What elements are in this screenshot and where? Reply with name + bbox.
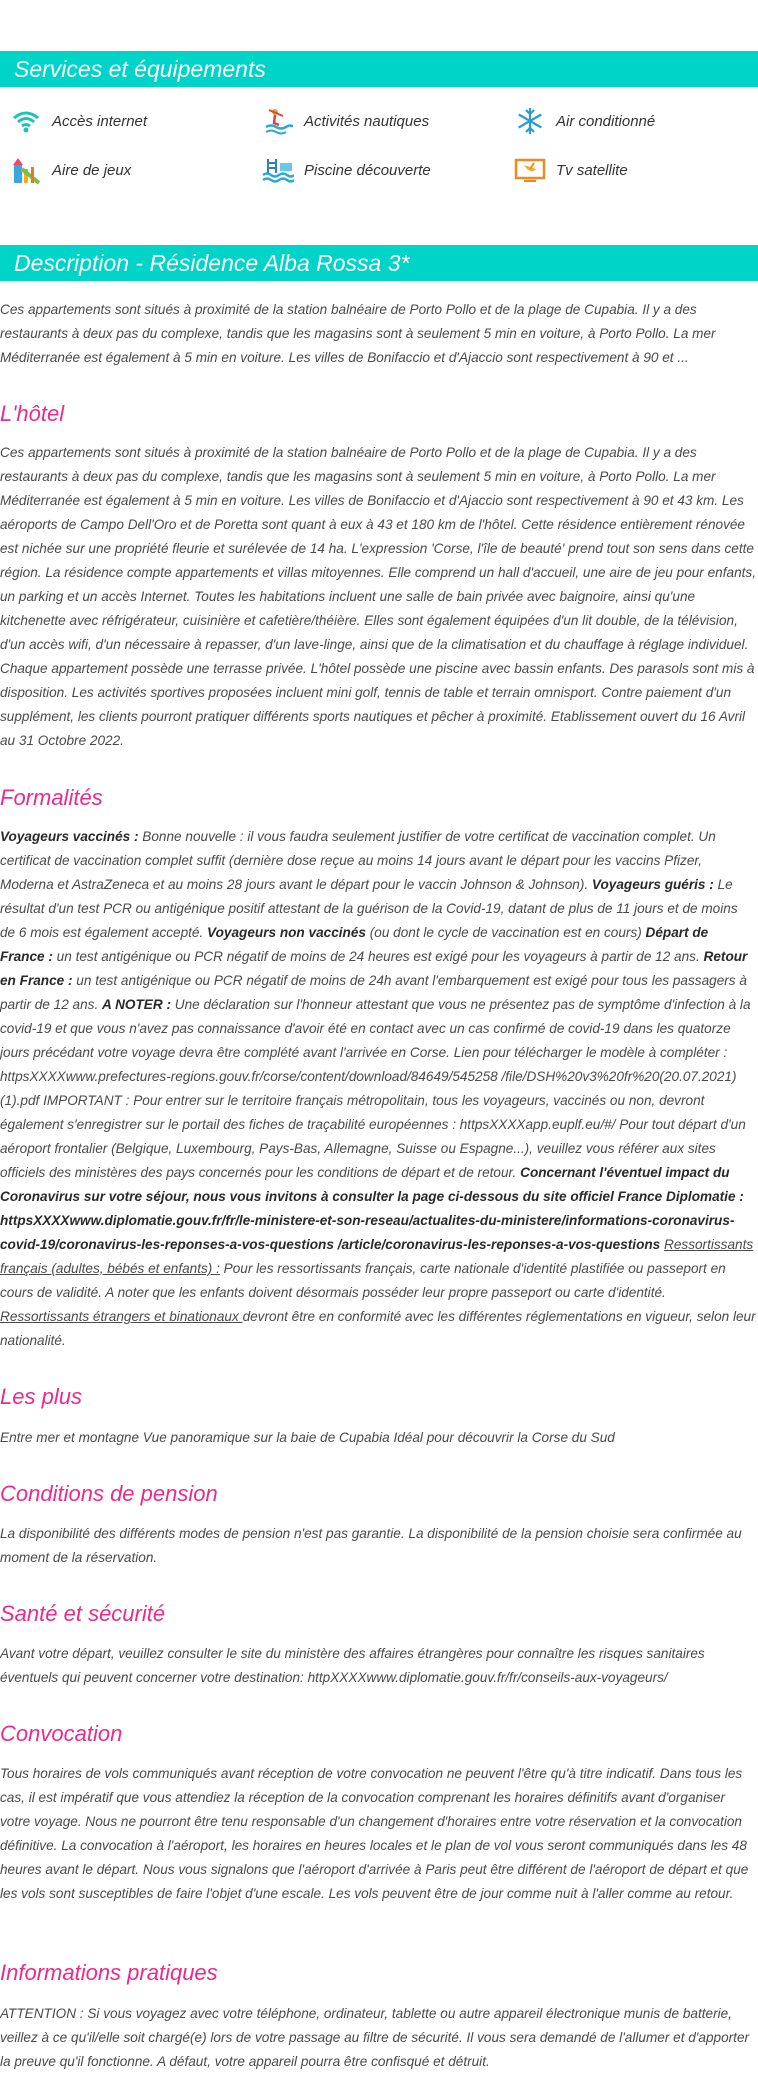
service-ac <box>514 106 655 136</box>
depart-text: un test antigénique ou PCR négatif de moins de 24 heures est exigé pour les voyageurs à partir de 12 ans. <box>52 949 704 964</box>
service-label: Activités nautiques <box>304 112 430 130</box>
retour-text: un test antigénique ou PCR négatif de moins de 24h avant l'embarquement est exigé pour tous les passagers à partir de 12 ans. <box>0 973 747 1012</box>
sante-text: Avant votre départ, veuillez consulter le site du ministère des affaires étrangères pour connaître les risques sanitaires éventuels qui peuvent concerner votre destination: httpXXXXwww.diplomatie.gouv.fr/fr/conseils-aux-voyageurs/ <box>0 1646 705 1685</box>
service-tv <box>514 155 628 185</box>
pension-text: La disponibilité des différents modes de pension n'est pas garantie. La disponibilité de la pension choisie sera confirmée au moment de la réservation. <box>0 1526 742 1565</box>
pension-heading: Conditions de pension <box>0 1481 218 1506</box>
infos-text: ATTENTION : Si vous voyagez avec votre téléphone, ordinateur, tablette ou autre appareil électronique munis de batterie, veillez à ce qu'il/elle soit chargé(e) lors de votre passage au filtre de sécurité. Il vous sera demandé de l'allumer et d'apporter la preuve qu'il fonctionne. A défaut, votre appareil pourra être confisqué et détruit. <box>0 2006 750 2069</box>
ressortissants-francais-link[interactable]: Ressortissants français (adultes, bébés et enfants) : <box>0 1237 754 1276</box>
plus-text: Entre mer et montagne Vue panoramique sur la baie de Cupabia Idéal pour découvrir la Corse du Sud <box>0 1430 615 1445</box>
service-label: Aire de jeux <box>52 161 132 179</box>
non-vaccines-label: Voyageurs non vaccinés <box>207 925 366 940</box>
vaccines-label: Voyageurs vaccinés : <box>0 829 139 844</box>
service-label: Piscine découverte <box>304 161 431 179</box>
service-label: Accès internet <box>52 112 148 130</box>
ressortissants-etrangers-link[interactable]: Ressortissants étrangers et binationaux <box>0 1309 243 1324</box>
service-playground <box>10 155 131 185</box>
description-text: Ces appartements sont situés à proximité de la station balnéaire de Porto Pollo et de la plage de Cupabia. Il y a des restaurants à deux pas du complexe, tandis que les magasins sont à seulement 5 min en voiture, à Porto Pollo. La mer Méditerranée est également à 5 min en voiture. Les villes de Bonifaccio et d'Ajaccio sont respectivement à 90 et ... <box>0 302 716 365</box>
hotel-heading: L'hôtel <box>0 401 65 426</box>
services-title: Services et équipements <box>0 51 758 87</box>
sante-heading: Santé et sécurité <box>0 1601 166 1626</box>
plus-heading: Les plus <box>0 1384 82 1409</box>
hotel-text: Ces appartements sont situés à proximité de la station balnéaire de Porto Pollo et de la plage de Cupabia. Il y a des restaurants à deux pas du complexe, tandis que les magasins sont à seulement 5 min en voiture, à Porto Pollo. La mer Méditerranée est également à 5 min en voiture. Les villes de Bonifaccio et d'Ajaccio sont respectivement à 90 et 43 km. Les aéroports de Campo Dell'Oro et de Poretta sont quant à eux à 43 et 180 km de l'hôtel. Cette résidence entièrement rénovée est nichée sur une propriété fleurie et surélevée de 14 ha. L'expression 'Corse, l'île de beauté' prend tout son sens dans cette région. La résidence compte appartements et villas mitoyennes. Elle comprend un hall d'accueil, une aire de jeu pour enfants, un parking et un accès Internet. Toutes les habitations incluent une salle de bain privée avec baignoire, ainsi qu'une kitchenette avec réfrigérateur, cuisinière et cafetière/théière. Elles sont également équipées d'un lit double, de la télévision, d'un accès wifi, d'un nécessaire à repasser, d'un lave-linge, ainsi que de la climatisation et du chauffage à réglage individuel. Chaque appartement possède une terrasse privée. L'hôtel possède une piscine avec bassin enfants. Des parasols sont mis à disposition. Les activités sportives proposées incluent mini golf, tennis de table et terrain omnisport. Contre paiement d'un supplément, les clients pourront pratiquer différents sports nautiques et pêcher à proximité. Etablissement ouvert du 16 Avril au 31 Octobre 2022. <box>0 445 756 748</box>
infos-heading: Informations pratiques <box>0 1960 218 1985</box>
note-text: Une déclaration sur l'honneur attestant que vous ne présentez pas de symptôme d'infection à la covid-19 et que vous n'avez pas connaissance d'avoir été en contact avec un cas confirmé de covid-19 dans les quatorze jours précédant votre voyage devra être complété avant l'arrivée en Corse. Lien pour télécharger le modèle à compléter : httpsXXXXwww.prefectures-regions.gouv.fr/corse/content/download/84649/545258 /file/DSH%20v3%20fr%20(20.07.2021)(1).pdf IMPORTANT : Pour entrer sur le territoire français métropolitain, tous les voyageurs, vaccinés ou non, devront également s'enregistrer sur le portail des fiches de traçabilité européennes : httpsXXXXapp.euplf.eu/#/ Pour tout départ d'un aéroport frontalier (Belgique, Luxembourg, Pays-Bas, Allemagne, Suisse ou Espagne...), veuillez vous référer aux sites officiels des ministères des pays concernés pour les conditions de départ et de retour. <box>0 997 751 1180</box>
gueris-text: Le résultat d'un test PCR ou antigénique positif attestant de la guérison de la Covid-19, datant de plus de 11 jours et de moins de 6 mois est également accepté. <box>0 877 738 940</box>
note-label: A NOTER : <box>102 997 171 1012</box>
covid-notice: Concernant l'éventuel impact du Coronavirus sur votre séjour, nous vous invitons à consulter la page ci-dessous du site officiel France Diplomatie : httpsXXXXwww.diplomatie.gouv.fr/fr/le-ministere-et-son-reseau/actualites-du-ministere/informations-coronavirus-covid-19/coronavirus-les-reponses-a-vos-questions /article/coronavirus-les-reponses-a-vos-questions <box>0 1165 744 1252</box>
non-vaccines-text: (ou dont le cycle de vaccination est en cours) <box>365 925 646 940</box>
satellite-tv-icon <box>514 155 546 185</box>
service-internet <box>10 106 147 136</box>
service-pool <box>262 155 431 185</box>
service-nautical <box>262 106 429 136</box>
ressortissants-etrangers-text: devront être en conformité avec les différentes réglementations en vigueur, selon leur nationalité. <box>0 1309 756 1348</box>
water-sports-icon <box>262 106 294 136</box>
description-title: Description - Résidence Alba Rossa 3* <box>0 245 758 281</box>
vaccines-text: Bonne nouvelle : il vous faudra seulement justifier de votre certificat de vaccination complet. Un certificat de vaccination complet suffit (dernière dose reçue au moins 14 jours avant le départ pour les vaccins Pfizer, Moderna et AstraZeneca et au moins 28 jours avant le départ pour le vaccin Johnson & Johnson). <box>0 829 716 892</box>
depart-label: Départ de France : <box>0 925 709 964</box>
playground-icon <box>10 155 42 185</box>
ressortissants-francais-text: Pour les ressortissants français, carte nationale d'identité plastifiée ou passeport en cours de validité. A noter que les enfants doivent désormais posséder leur propre passeport ou carte d'identité. <box>0 1261 726 1300</box>
retour-label: Retour en France : <box>0 949 748 988</box>
convocation-heading: Convocation <box>0 1721 123 1746</box>
wifi-icon <box>10 106 42 136</box>
service-label: Air conditionné <box>556 112 656 130</box>
gueris-label: Voyageurs guéris : <box>591 877 714 892</box>
service-label: Tv satellite <box>556 161 628 179</box>
snowflake-icon <box>514 106 546 136</box>
formalites-heading: Formalités <box>0 785 103 810</box>
pool-icon <box>262 155 294 185</box>
convocation-text: Tous horaires de vols communiqués avant réception de votre convocation ne peuvent l'être qu'à titre indicatif. Dans tous les cas, il est impératif que vous attendiez la réception de la convocation comprenant les horaires définitifs avant d'organiser votre voyage. Nous ne pourront être tenu responsable d'un changement d'horaires entre votre réservation et la convocation définitive. La convocation à l'aéroport, les horaires en heures locales et le plan de vol vous seront communiqués dans les 48 heures avant le départ. Nous vous signalons que l'aéroport d'arrivée à Paris peut être différent de l'aéroport de départ et que les vols sont susceptibles de faire l'objet d'une escale. Les vols peuvent être de jour comme nuit à l'aller comme au retour. <box>0 1766 749 1901</box>
formalites-text <box>0 825 756 1353</box>
